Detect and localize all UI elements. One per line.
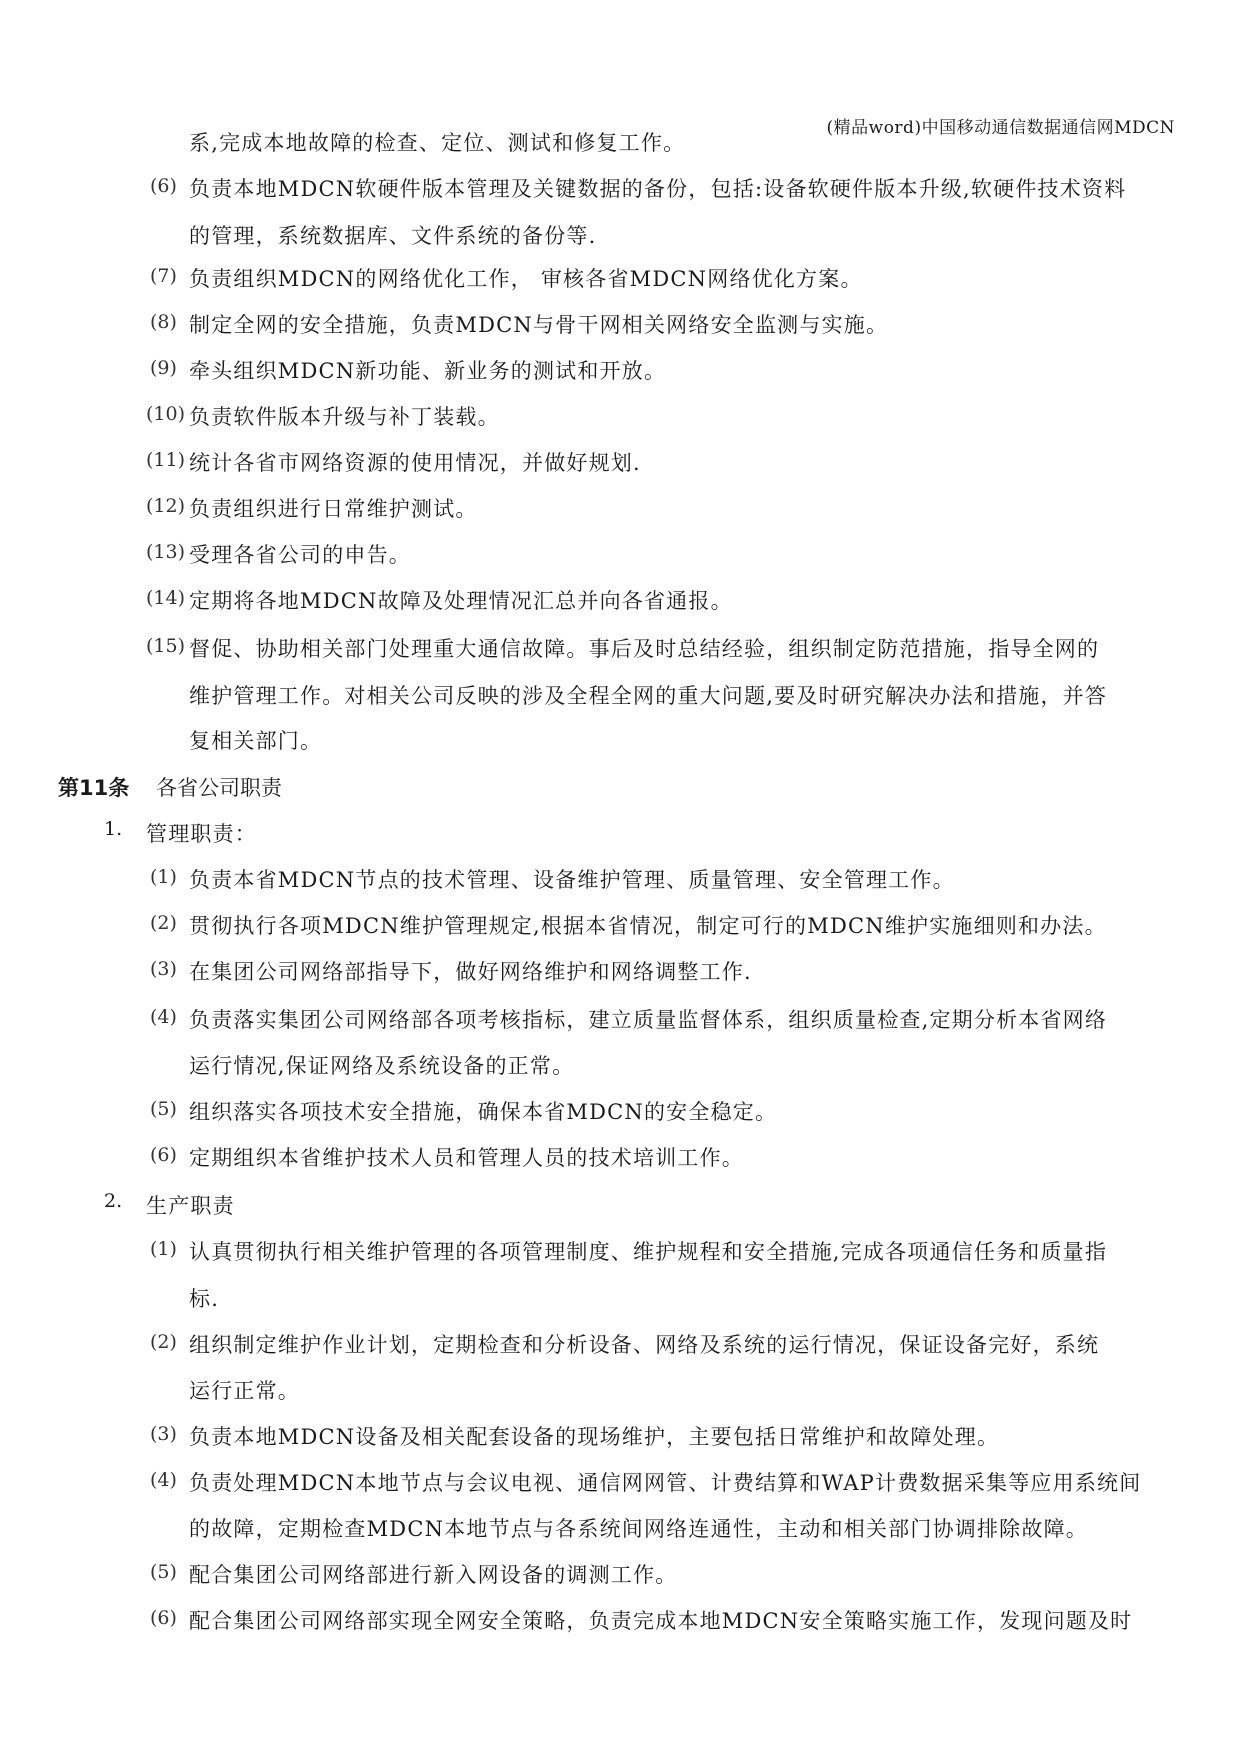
section-title: 管理职责： (146, 822, 257, 846)
page-header: (精品word)中国移动通信数据通信网MDCN (826, 118, 1175, 138)
paragraph-line: 维护管理工作。对相关公司反映的涉及全程全网的重大问题,要及时研究解决办法和措施，并答 (189, 684, 1108, 708)
paragraph-line: 组织落实各项技术安全措施，确保本省MDCN的安全稳定。 (189, 1100, 778, 1124)
item-number: (2) (150, 1331, 177, 1353)
item-number: (6) (150, 175, 177, 197)
paragraph-line: 定期将各地MDCN故障及处理情况汇总并向各省通报。 (189, 589, 733, 613)
paragraph-line: 系,完成本地故障的检查、定位、测试和修复工作。 (189, 131, 686, 155)
item-number: (2) (150, 912, 177, 934)
article-title: 各省公司职责 (156, 776, 282, 800)
paragraph-line: 认真贯彻执行相关维护管理的各项管理制度、维护规程和安全措施,完成各项通信任务和质量指 (189, 1240, 1108, 1264)
paragraph-line: 负责处理MDCN本地节点与会议电视、通信网网管、计费结算和WAP计费数据采集等应用系统间 (189, 1471, 1142, 1495)
item-number: (4) (150, 1469, 177, 1491)
paragraph-line: 在集团公司网络部指导下，做好网络维护和网络调整工作. (189, 960, 752, 984)
item-number: (1) (150, 866, 177, 888)
paragraph-line: 负责本省MDCN节点的技术管理、设备维护管理、质量管理、安全管理工作。 (189, 868, 955, 892)
paragraph-line: 运行情况,保证网络及系统设备的正常。 (189, 1054, 575, 1078)
paragraph-line: 牵头组织MDCN新功能、新业务的测试和开放。 (189, 359, 667, 383)
item-number: (8) (150, 311, 177, 333)
paragraph-line: 定期组织本省维护技术人员和管理人员的技术培训工作。 (189, 1146, 744, 1170)
paragraph-line: 负责本地MDCN设备及相关配套设备的现场维护，主要包括日常维护和故障处理。 (189, 1425, 1000, 1449)
article-number: 第11条 (58, 776, 130, 800)
paragraph-line: 负责落实集团公司网络部各项考核指标，建立质量监督体系，组织质量检查,定期分析本省网络 (189, 1008, 1108, 1032)
item-number: (7) (150, 265, 177, 287)
paragraph-line: 复相关部门。 (189, 729, 323, 753)
paragraph-line: 组织制定维护作业计划，定期检查和分析设备、网络及系统的运行情况，保证设备完好，系统 (189, 1333, 1100, 1357)
paragraph-line: 的管理，系统数据库、文件系统的备份等. (189, 224, 597, 248)
paragraph-line: 督促、协助相关部门处理重大通信故障。事后及时总结经验，组织制定防范措施，指导全网的 (189, 637, 1100, 661)
paragraph-line: 贯彻执行各项MDCN维护管理规定,根据本省情况，制定可行的MDCN维护实施细则和办法。 (189, 914, 1107, 938)
item-number: (14) (146, 587, 186, 609)
section-number: 1. (104, 818, 123, 840)
item-number: (15) (146, 635, 186, 657)
item-number: (6) (150, 1144, 177, 1166)
item-number: (4) (150, 1006, 177, 1028)
paragraph-line: 制定全网的安全措施，负责MDCN与骨干网相关网络安全监测与实施。 (189, 313, 889, 337)
paragraph-line: 负责组织MDCN的网络优化工作， 审核各省MDCN网络优化方案。 (189, 267, 863, 291)
section-title: 生产职责 (146, 1194, 235, 1218)
paragraph-line: 配合集团公司网络部实现全网安全策略，负责完成本地MDCN安全策略实施工作，发现问题及时 (189, 1609, 1133, 1633)
paragraph-line: 负责本地MDCN软硬件版本管理及关键数据的备份，包括:设备软硬件版本升级,软硬件技术资料 (189, 177, 1127, 201)
item-number: (13) (146, 541, 186, 563)
paragraph-line: 运行正常。 (189, 1379, 300, 1403)
item-number: (3) (150, 1423, 177, 1445)
item-number: (3) (150, 958, 177, 980)
paragraph-line: 负责组织进行日常维护测试。 (189, 497, 478, 521)
paragraph-line: 的故障，定期检查MDCN本地节点与各系统间网络连通性，主动和相关部门协调排除故障。 (189, 1517, 1088, 1541)
item-number: (6) (150, 1607, 177, 1629)
paragraph-line: 标. (189, 1287, 220, 1311)
item-number: (10) (146, 403, 186, 425)
item-number: (12) (146, 495, 186, 517)
item-number: (5) (150, 1098, 177, 1120)
paragraph-line: 负责软件版本升级与补丁装载。 (189, 405, 500, 429)
section-number: 2. (104, 1190, 123, 1212)
item-number: (5) (150, 1561, 177, 1583)
paragraph-line: 受理各省公司的申告。 (189, 543, 411, 567)
paragraph-line: 统计各省市网络资源的使用情况，并做好规划. (189, 451, 641, 475)
paragraph-line: 配合集团公司网络部进行新入网设备的调测工作。 (189, 1563, 678, 1587)
item-number: (9) (150, 357, 177, 379)
item-number: (11) (146, 449, 186, 471)
item-number: (1) (150, 1238, 177, 1260)
